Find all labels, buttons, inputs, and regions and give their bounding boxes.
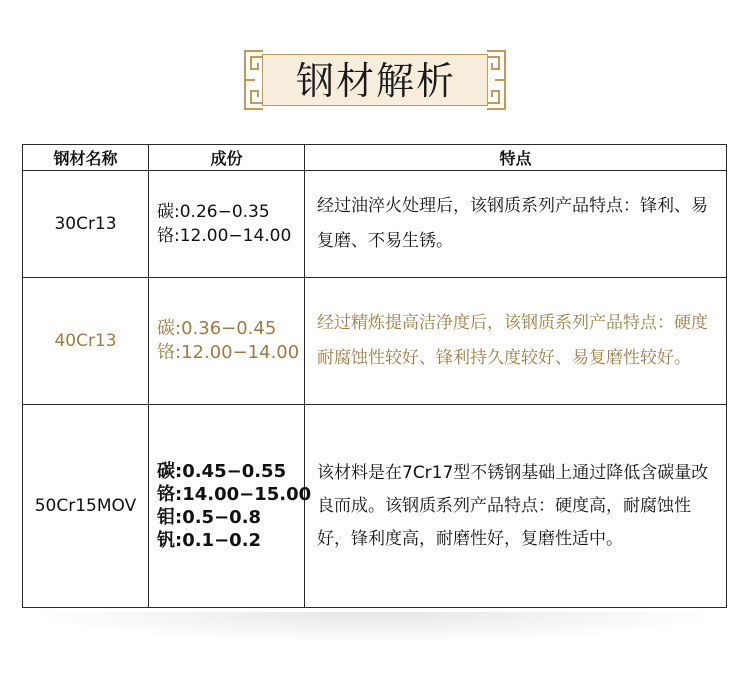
fret-ornament-right-icon (486, 48, 508, 112)
composition-line: 铬:12.00−14.00 (157, 342, 300, 363)
composition-line: 碳:0.26−0.35 (157, 202, 270, 222)
features-cell: 经过油淬火处理后，该钢质系列产品特点：锋利、易复磨、不易生锈。 (305, 171, 727, 278)
header-composition: 成份 (149, 145, 305, 171)
page-title: 钢材解析 (295, 59, 456, 103)
features-cell: 该材料是在7Cr17型不锈钢基础上通过降低含碳量改良而成。该钢质系列产品特点：硬度高，耐腐蚀性好，锋利度高，耐磨性好，复磨性适中。 (305, 405, 727, 608)
composition-line: 碳:0.45−0.55 (157, 461, 287, 482)
table-row (23, 171, 727, 278)
features-cell: 经过精炼提高洁净度后，该钢质系列产品特点：硬度耐腐蚀性较好、锋利持久度较好、易复磨性较好。 (305, 278, 727, 405)
steel-name-cell: 40Cr13 (23, 278, 149, 405)
steel-name-cell: 50Cr15MOV (23, 405, 149, 608)
composition-cell (149, 171, 305, 278)
composition-line: 钒:0.1−0.2 (157, 530, 262, 551)
composition-line: 碳:0.36−0.45 (157, 318, 277, 339)
table-row (23, 405, 727, 608)
header-steel-name: 钢材名称 (23, 145, 149, 171)
table-header-row (23, 145, 727, 171)
composition-line: 铬:12.00−14.00 (157, 226, 292, 246)
composition-line: 钼:0.5−0.8 (157, 507, 262, 528)
composition-cell (149, 405, 312, 608)
fret-ornament-left-icon (242, 48, 264, 112)
title-banner (242, 48, 508, 112)
title-box (262, 54, 488, 106)
composition-line: 铬:14.00−15.00 (157, 484, 312, 505)
table-row (23, 278, 727, 405)
steel-name-cell: 30Cr13 (23, 171, 149, 278)
table-shadow (40, 612, 710, 642)
steel-spec-table (22, 144, 727, 608)
composition-cell (149, 278, 305, 405)
header-features: 特点 (305, 145, 727, 171)
